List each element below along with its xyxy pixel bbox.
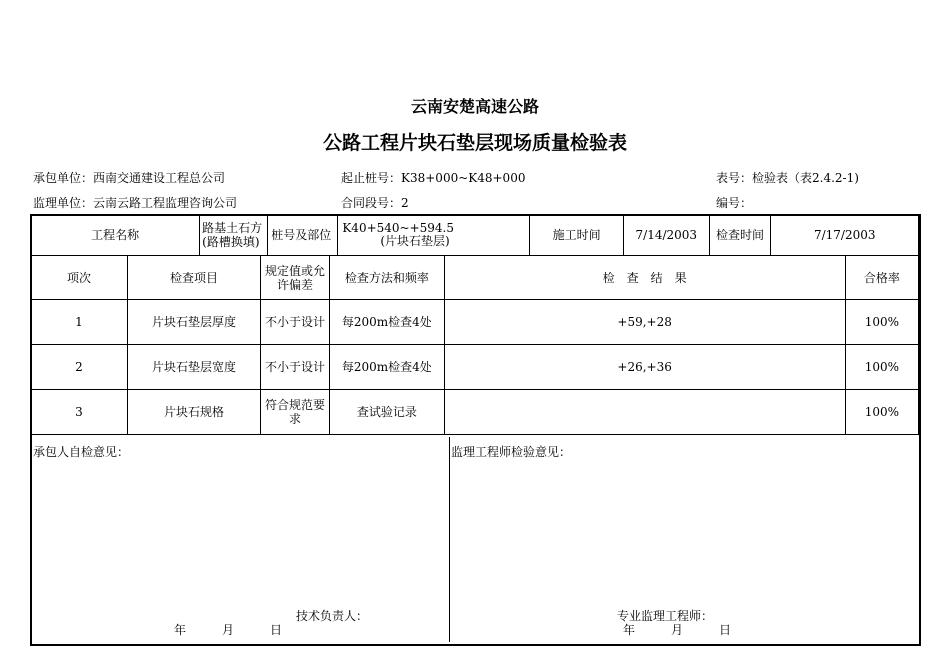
contractor-value: 西南交通建设工程总公司 bbox=[93, 171, 226, 185]
row-check-item: 片块石垫层宽度 bbox=[127, 345, 260, 390]
engineer-opinion-label: 监理工程师检验意见： bbox=[451, 445, 572, 459]
supervisor-value: 云南云路工程监理咨询公司 bbox=[93, 196, 238, 210]
contractor-opinion-box bbox=[30, 437, 450, 642]
row-pass-rate: 100% bbox=[845, 390, 918, 435]
row-check-item: 片块石垫层厚度 bbox=[127, 300, 260, 345]
stake-range-value: K38+000~K48+000 bbox=[401, 171, 526, 185]
engineer-date: 年 月 日 bbox=[623, 623, 732, 637]
row-check-item: 片块石规格 bbox=[127, 390, 260, 435]
document-title: 云南安楚高速公路 bbox=[410, 97, 539, 116]
row-method: 每200m检查4处 bbox=[330, 300, 444, 345]
row-pass-rate: 100% bbox=[845, 300, 918, 345]
project-name-value: 路基土石方(路槽换填) bbox=[200, 215, 268, 256]
header-pass-rate: 合格率 bbox=[845, 256, 918, 300]
row-result bbox=[444, 390, 845, 435]
row-spec: 符合规范要求 bbox=[260, 390, 329, 435]
form-number-value: 检验表（表2.4.2-1) bbox=[752, 171, 859, 185]
contract-section-info bbox=[341, 194, 409, 211]
row-pass-rate: 100% bbox=[845, 345, 918, 390]
header-method: 检查方法和频率 bbox=[330, 256, 444, 300]
inspection-table bbox=[30, 214, 919, 435]
header-row bbox=[31, 256, 919, 300]
project-name-label: 工程名称 bbox=[31, 215, 200, 256]
table-row bbox=[31, 390, 919, 435]
contractor-opinion-label: 承包人自检意见： bbox=[33, 445, 130, 459]
engineer-sign-label: 专业监理工程师： bbox=[617, 609, 714, 623]
row-result: +26,+36 bbox=[444, 345, 845, 390]
stake-part-line2: (片块石垫层) bbox=[380, 234, 450, 248]
tech-lead-sign-label: 技术负责人： bbox=[296, 609, 369, 623]
row-spec: 不小于设计 bbox=[260, 300, 329, 345]
contractor-date: 年 月 日 bbox=[174, 623, 283, 637]
table-row bbox=[31, 300, 919, 345]
stake-part-line1: K40+540~+594.5 bbox=[342, 221, 454, 235]
contractor-label: 承包单位： bbox=[33, 171, 94, 185]
row-method: 每200m检查4处 bbox=[330, 345, 444, 390]
header-item-no: 项次 bbox=[31, 256, 128, 300]
inspection-time-value: 7/17/2003 bbox=[771, 215, 919, 256]
contract-section-label: 合同段号： bbox=[341, 196, 402, 210]
row-no: 3 bbox=[31, 390, 128, 435]
table-row bbox=[31, 345, 919, 390]
form-number-label: 表号： bbox=[716, 171, 753, 185]
construction-time-label: 施工时间 bbox=[530, 215, 624, 256]
stake-range-info bbox=[341, 169, 525, 186]
stake-part-label: 桩号及部位 bbox=[268, 215, 338, 256]
row-no: 2 bbox=[31, 345, 128, 390]
row-method: 查试验记录 bbox=[330, 390, 444, 435]
inspection-time-label: 检查时间 bbox=[709, 215, 771, 256]
info-row bbox=[31, 215, 919, 256]
serial-info bbox=[716, 194, 752, 211]
serial-label: 编号： bbox=[716, 196, 753, 210]
supervisor-info bbox=[33, 194, 237, 211]
contractor-info bbox=[33, 169, 225, 186]
row-spec: 不小于设计 bbox=[260, 345, 329, 390]
stake-range-label: 起止桩号： bbox=[341, 171, 402, 185]
form-number-info bbox=[716, 169, 859, 186]
stake-part-value bbox=[338, 215, 530, 256]
construction-time-value: 7/14/2003 bbox=[624, 215, 710, 256]
header-check-item: 检查项目 bbox=[127, 256, 260, 300]
header-result: 检 查 结 果 bbox=[444, 256, 845, 300]
form-title: 公路工程片块石垫层现场质量检验表 bbox=[322, 132, 627, 154]
row-result: +59,+28 bbox=[444, 300, 845, 345]
contract-section-value: 2 bbox=[401, 196, 409, 210]
row-no: 1 bbox=[31, 300, 128, 345]
header-spec: 规定值或允许偏差 bbox=[260, 256, 329, 300]
supervisor-label: 监理单位： bbox=[33, 196, 94, 210]
